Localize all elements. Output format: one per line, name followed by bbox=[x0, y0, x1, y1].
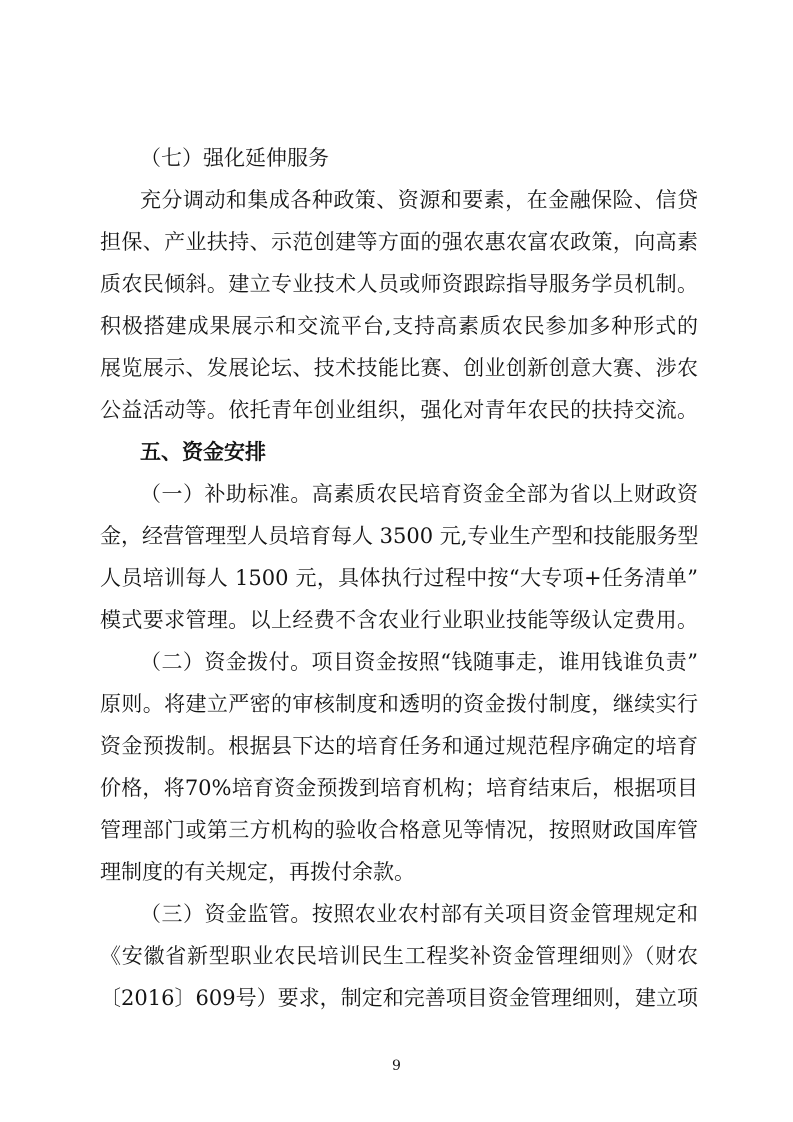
paragraph-line: 管理部门或第三方机构的验收合格意见等情况，按照财政国库管 bbox=[100, 818, 698, 842]
paragraph-line: 《安徽省新型职业农民培训民生工程奖补资金管理细则》（财农 bbox=[100, 944, 698, 968]
paragraph-line: 公益活动等。依托青年创业组织，强化对青年农民的扶持交流。 bbox=[100, 398, 698, 422]
paragraph-line: 充分调动和集成各种政策、资源和要素，在金融保险、信贷 bbox=[140, 188, 698, 212]
paragraph-line: （三）资金监管。按照农业农村部有关项目资金管理规定和 bbox=[140, 902, 698, 926]
paragraph-line: 〔2016〕609号）要求，制定和完善项目资金管理细则，建立项 bbox=[100, 986, 698, 1010]
paragraph-line: （二）资金拨付。项目资金按照“钱随事走，谁用钱谁负责” bbox=[140, 650, 698, 674]
paragraph-line: 原则。将建立严密的审核制度和透明的资金拨付制度，继续实行 bbox=[100, 692, 698, 716]
paragraph-line: 金，经营管理型人员培育每人 3500 元,专业生产型和技能服务型 bbox=[100, 524, 698, 548]
paragraph-line: 价格，将70%培育资金预拨到培育机构；培育结束后，根据项目 bbox=[100, 776, 698, 800]
page-number: 9 bbox=[392, 1058, 401, 1074]
paragraph-line: 积极搭建成果展示和交流平台,支持高素质农民参加多种形式的 bbox=[100, 314, 698, 338]
paragraph-line: 人员培训每人 1500 元，具体执行过程中按“大专项+任务清单” bbox=[100, 566, 698, 590]
paragraph-line: （一）补助标准。高素质农民培育资金全部为省以上财政资 bbox=[140, 482, 698, 506]
paragraph-line: 质农民倾斜。建立专业技术人员或师资跟踪指导服务学员机制。 bbox=[100, 272, 698, 296]
section-heading-extension-services: （七）强化延伸服务 bbox=[140, 146, 329, 170]
paragraph-line: 资金预拨制。根据县下达的培育任务和通过规范程序确定的培育 bbox=[100, 734, 698, 758]
paragraph-line: 模式要求管理。以上经费不含农业行业职业技能等级认定费用。 bbox=[100, 608, 698, 632]
paragraph-line: 担保、产业扶持、示范创建等方面的强农惠农富农政策，向高素 bbox=[100, 230, 698, 254]
paragraph-line: 理制度的有关规定，再拨付余款。 bbox=[100, 860, 415, 884]
paragraph-line: 展览展示、发展论坛、技术技能比赛、创业创新创意大赛、涉农 bbox=[100, 356, 698, 380]
section-heading-funding: 五、资金安排 bbox=[140, 440, 266, 464]
